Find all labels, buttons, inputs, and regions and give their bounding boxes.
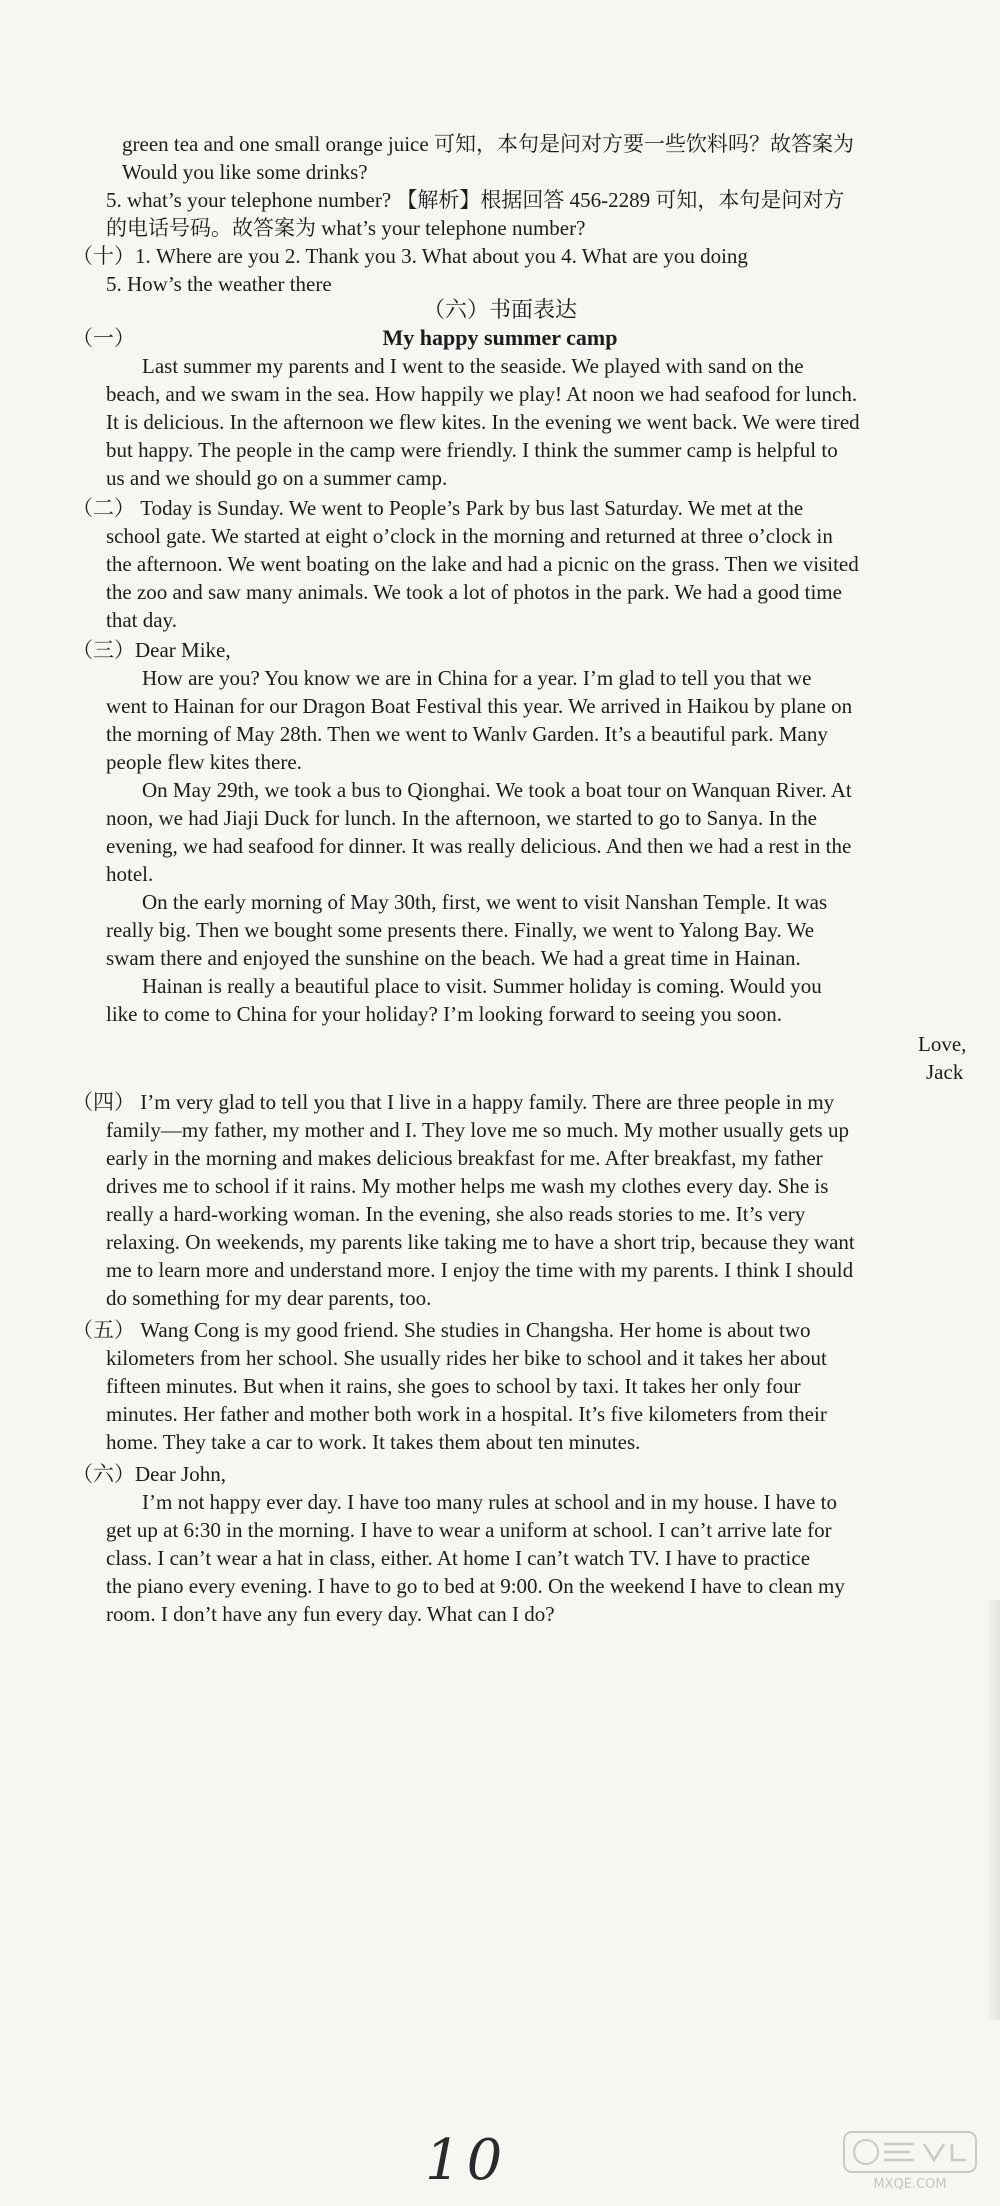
essay-line: （五） Wang Cong is my good friend. She studies in Changsha. Her home is about two <box>72 1318 811 1342</box>
answer-line: 的电话号码。故答案为 what’s your telephone number? <box>106 216 586 240</box>
answer-line: green tea and one small orange juice 可知，本句是问对方要一些饮料吗？故答案为 <box>122 132 854 156</box>
essay-line: On the early morning of May 30th, first, we went to visit Nanshan Temple. It was <box>142 890 828 914</box>
essay-line: the zoo and saw many animals. We took a lot of photos in the park. We had a good time <box>106 580 842 604</box>
essay-line: It is delicious. In the afternoon we flew kites. In the evening we went back. We were tired <box>106 410 860 434</box>
essay-title: My happy summer camp <box>382 325 618 350</box>
essay-line: get up at 6:30 in the morning. I have to wear a uniform at school. I can’t arrive late for <box>106 1518 832 1542</box>
essay-line: me to learn more and understand more. I enjoy the time with my parents. I think I should <box>106 1258 854 1282</box>
essay-line: early in the morning and makes delicious breakfast for me. After breakfast, my father <box>106 1146 823 1170</box>
essay-line: class. I can’t wear a hat in class, either. At home I can’t watch TV. I have to practice <box>106 1546 811 1570</box>
section-heading: （六）书面表达 <box>422 297 577 322</box>
scan-edge <box>986 1600 1000 2020</box>
letter-closing: Love, <box>918 1032 967 1056</box>
essay-line: the piano every evening. I have to go to bed at 9:00. On the weekend I have to clean my <box>106 1574 845 1598</box>
essay-line: school gate. We started at eight o’clock in the morning and returned at three o’clock in <box>106 524 833 548</box>
essay-line: I’m not happy ever day. I have too many rules at school and in my house. I have to <box>142 1490 837 1514</box>
essay-line: How are you? You know we are in China for a year. I’m glad to tell you that we <box>142 666 812 690</box>
essay-line: minutes. Her father and mother both work in a hospital. It’s five kilometers from their <box>106 1402 827 1426</box>
essay-line: but happy. The people in the camp were friendly. I think the summer camp is helpful to <box>106 438 838 462</box>
essay-line: relaxing. On weekends, my parents like taking me to have a short trip, because they want <box>106 1230 855 1254</box>
watermark-text: MXQE.COM <box>873 2177 947 2192</box>
essay-line: （四） I’m very glad to tell you that I live in a happy family. There are three people in my <box>72 1090 835 1114</box>
essay-line: that day. <box>106 608 177 632</box>
part-marker: （一） <box>72 326 135 350</box>
watermark-logo <box>840 2126 980 2196</box>
answer-line: 5. How’s the weather there <box>106 272 332 296</box>
essay-line: really a hard-working woman. In the evening, she also reads stories to me. It’s very <box>106 1202 806 1226</box>
essay-line: （二） Today is Sunday. We went to People’s Park by bus last Saturday. We met at the <box>72 496 804 520</box>
essay-line: the afternoon. We went boating on the lake and had a picnic on the grass. Then we visited <box>106 552 859 576</box>
letter-greeting: （三）Dear Mike, <box>72 638 231 662</box>
answer-line: 5. what’s your telephone number? 【解析】根据回答 456-2289 可知，本句是问对方 <box>106 188 845 212</box>
essay-line: really big. Then we bought some presents there. Finally, we went to Yalong Bay. We <box>106 918 815 942</box>
essay-line: hotel. <box>106 862 154 886</box>
essay-line: evening, we had seafood for dinner. It was really delicious. And then we had a rest in the <box>106 834 852 858</box>
essay-line: Last summer my parents and I went to the seaside. We played with sand on the <box>142 354 804 378</box>
essay-line: the morning of May 28th. Then we went to Wanlv Garden. It’s a beautiful park. Many <box>106 722 828 746</box>
letter-greeting: （六）Dear John, <box>72 1462 226 1486</box>
essay-line: like to come to China for your holiday? I’m looking forward to seeing you soon. <box>106 1002 782 1026</box>
letter-signature: Jack <box>926 1060 964 1084</box>
essay-line: do something for my dear parents, too. <box>106 1286 432 1310</box>
essay-line: family—my father, my mother and I. They love me so much. My mother usually gets up <box>106 1118 849 1142</box>
essay-line: fifteen minutes. But when it rains, she goes to school by taxi. It takes her only four <box>106 1374 801 1398</box>
essay-line: noon, we had Jiaji Duck for lunch. In the afternoon, we started to go to Sanya. In the <box>106 806 817 830</box>
answer-line: Would you like some drinks? <box>122 160 368 184</box>
essay-line: people flew kites there. <box>106 750 302 774</box>
essay-line: On May 29th, we took a bus to Qionghai. We took a boat tour on Wanquan River. At <box>142 778 852 802</box>
essay-line: kilometers from her school. She usually rides her bike to school and it takes her about <box>106 1346 827 1370</box>
essay-line: Hainan is really a beautiful place to visit. Summer holiday is coming. Would you <box>142 974 822 998</box>
essay-line: room. I don’t have any fun every day. What can I do? <box>106 1602 555 1626</box>
answer-line: （十）1. Where are you 2. Thank you 3. What about you 4. What are you doing <box>72 244 748 268</box>
essay-line: drives me to school if it rains. My mother helps me wash my clothes every day. She is <box>106 1174 829 1198</box>
essay-line: swam there and enjoyed the sunshine on the beach. We had a great time in Hainan. <box>106 946 801 970</box>
essay-line: beach, and we swam in the sea. How happily we play! At noon we had seafood for lunch. <box>106 382 858 406</box>
essay-line: went to Hainan for our Dragon Boat Festival this year. We arrived in Haikou by plane on <box>106 694 853 718</box>
essay-line: home. They take a car to work. It takes them about ten minutes. <box>106 1430 641 1454</box>
page-number: 10 <box>425 2128 509 2193</box>
essay-line: us and we should go on a summer camp. <box>106 466 448 490</box>
